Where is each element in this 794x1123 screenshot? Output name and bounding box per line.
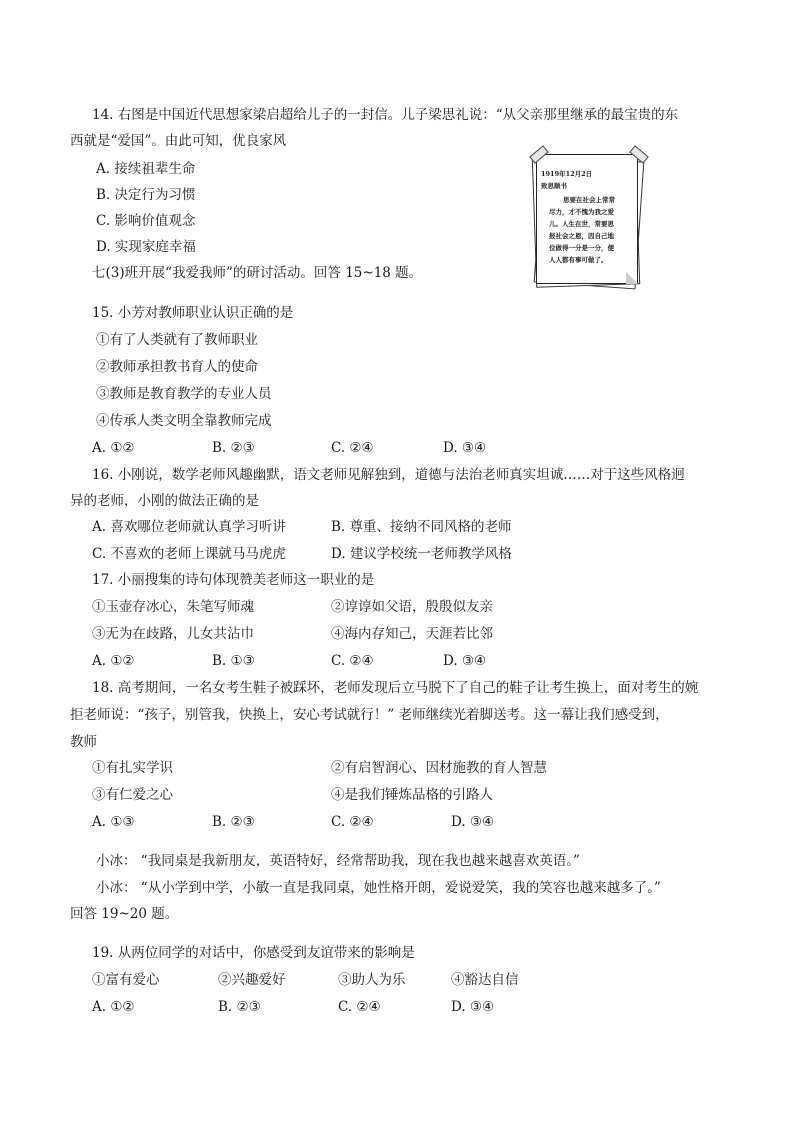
q14-stem-line1: 14. 右图是中国近代思想家梁启超给儿子的一封信。儿子梁思礼说：“从父亲那里继承的最宝贵的东	[92, 107, 679, 123]
q15-option-c: C. ②④	[331, 440, 374, 456]
q16-option-d: D. 建议学校统一老师教学风格	[331, 546, 512, 562]
intro-15-18: 七(3)班开展“我爱我师”的研讨活动。回答 15~18 题。	[92, 265, 423, 281]
q18-item-4: ④是我们锤炼品格的引路人	[331, 787, 493, 803]
q19-item-3: ③助人为乐	[338, 972, 406, 988]
q18-stem-line2: 拒老师说：“孩子，别管我，快换上，安心考试就行！” 老师继续光着脚送考。这一幕让我们感受到，	[70, 707, 669, 723]
letter-line: 思要在社会上常常	[563, 196, 615, 204]
letter-illustration	[532, 150, 644, 290]
q17-option-c: C. ②④	[331, 653, 374, 669]
q18-option-d: D. ③④	[451, 814, 495, 830]
dialogue-instruction: 回答 19~20 题。	[70, 906, 179, 922]
q18-item-1: ①有扎实学识	[92, 760, 173, 776]
q14-stem-line2: 西就是“爱国”。由此可知，优良家风	[70, 133, 287, 149]
q14-option-d: D. 实现家庭幸福	[96, 239, 196, 255]
letter-salutation: 致思顺书	[541, 182, 567, 190]
q19-stem: 19. 从两位同学的对话中，你感受到友谊带来的影响是	[92, 945, 415, 961]
q14-option-a: A. 接续祖辈生命	[96, 161, 196, 177]
q15-item-1: ①有了人类就有了教师职业	[96, 332, 258, 348]
q15-option-a: A. ①②	[92, 440, 135, 456]
q15-item-3: ③教师是教育教学的专业人员	[96, 386, 272, 402]
q16-stem-line2: 异的老师，小刚的做法正确的是	[70, 493, 259, 509]
q14-option-c: C. 影响价值观念	[96, 213, 196, 229]
dialogue-line1: 小冰： “我同桌是我新朋友，英语特好，经常帮助我，现在我也越来越喜欢英语。”	[96, 853, 580, 869]
q19-option-b: B. ②③	[218, 999, 261, 1015]
q17-option-d: D. ③④	[443, 653, 487, 669]
dialogue-line2: 小冰： “从小学到中学，小敏一直是我同桌，她性格开朗，爱说爱笑，我的笑容也越来越多了。”	[96, 880, 661, 896]
q19-item-4: ④豁达自信	[451, 972, 519, 988]
q16-option-c: C. 不喜欢的老师上课就马马虎虎	[92, 546, 286, 562]
letter-line: 位做得一分是一分，便	[549, 244, 614, 252]
q17-item-4: ④海内存知己，天涯若比邻	[331, 626, 493, 642]
q19-option-a: A. ①②	[92, 999, 135, 1015]
q16-stem-line1: 16. 小刚说，数学老师风趣幽默，语文老师见解独到，道德与法治老师真实坦诚……对于这些风格迥	[92, 467, 685, 483]
letter-line: 尽力，才不愧为我之爱	[549, 208, 614, 216]
q15-item-2: ②教师承担教书育人的使命	[96, 359, 258, 375]
q15-stem: 15. 小芳对教师职业认识正确的是	[92, 305, 294, 321]
q18-option-c: C. ②④	[331, 814, 374, 830]
letter-line: 报社会之恩，因自己地	[549, 232, 614, 240]
q18-stem-line1: 18. 高考期间，一名女考生鞋子被踩坏，老师发现后立马脱下了自己的鞋子让考生换上，面对考生的婉	[92, 680, 699, 696]
letter-sheet	[536, 154, 638, 284]
q17-item-1: ①玉壶存冰心，朱笔写师魂	[92, 599, 254, 615]
q19-item-1: ①富有爱心	[92, 972, 160, 988]
q17-option-a: A. ①②	[92, 653, 135, 669]
q15-option-b: B. ②③	[212, 440, 255, 456]
q19-item-2: ②兴趣爱好	[218, 972, 286, 988]
q15-item-4: ④传承人类文明全靠教师完成	[96, 413, 272, 429]
letter-line: 人人都有事可做了。	[549, 256, 608, 264]
q17-item-2: ②谆谆如父语，殷殷似友亲	[331, 599, 493, 615]
q18-option-a: A. ①③	[92, 814, 135, 830]
page-fold-corner	[626, 272, 638, 284]
q19-option-c: C. ②④	[338, 999, 381, 1015]
letter-line: 儿。人生在世，常要思	[549, 220, 614, 228]
q16-option-a: A. 喜欢哪位老师就认真学习听讲	[92, 519, 286, 535]
q18-item-3: ③有仁爱之心	[92, 787, 173, 803]
q15-option-d: D. ③④	[443, 440, 487, 456]
letter-date: 1919年12月2日	[541, 170, 593, 178]
q17-option-b: B. ①③	[212, 653, 255, 669]
q17-stem: 17. 小丽搜集的诗句体现赞美老师这一职业的是	[92, 572, 375, 588]
q19-option-d: D. ③④	[451, 999, 495, 1015]
q17-item-3: ③无为在歧路，儿女共沾巾	[92, 626, 254, 642]
q18-stem-line3: 教师	[70, 734, 97, 750]
q16-option-b: B. 尊重、接纳不同风格的老师	[331, 519, 512, 535]
q18-item-2: ②有启智润心、因材施教的育人智慧	[331, 760, 547, 776]
q18-option-b: B. ②③	[212, 814, 255, 830]
q14-option-b: B. 决定行为习惯	[96, 187, 196, 203]
